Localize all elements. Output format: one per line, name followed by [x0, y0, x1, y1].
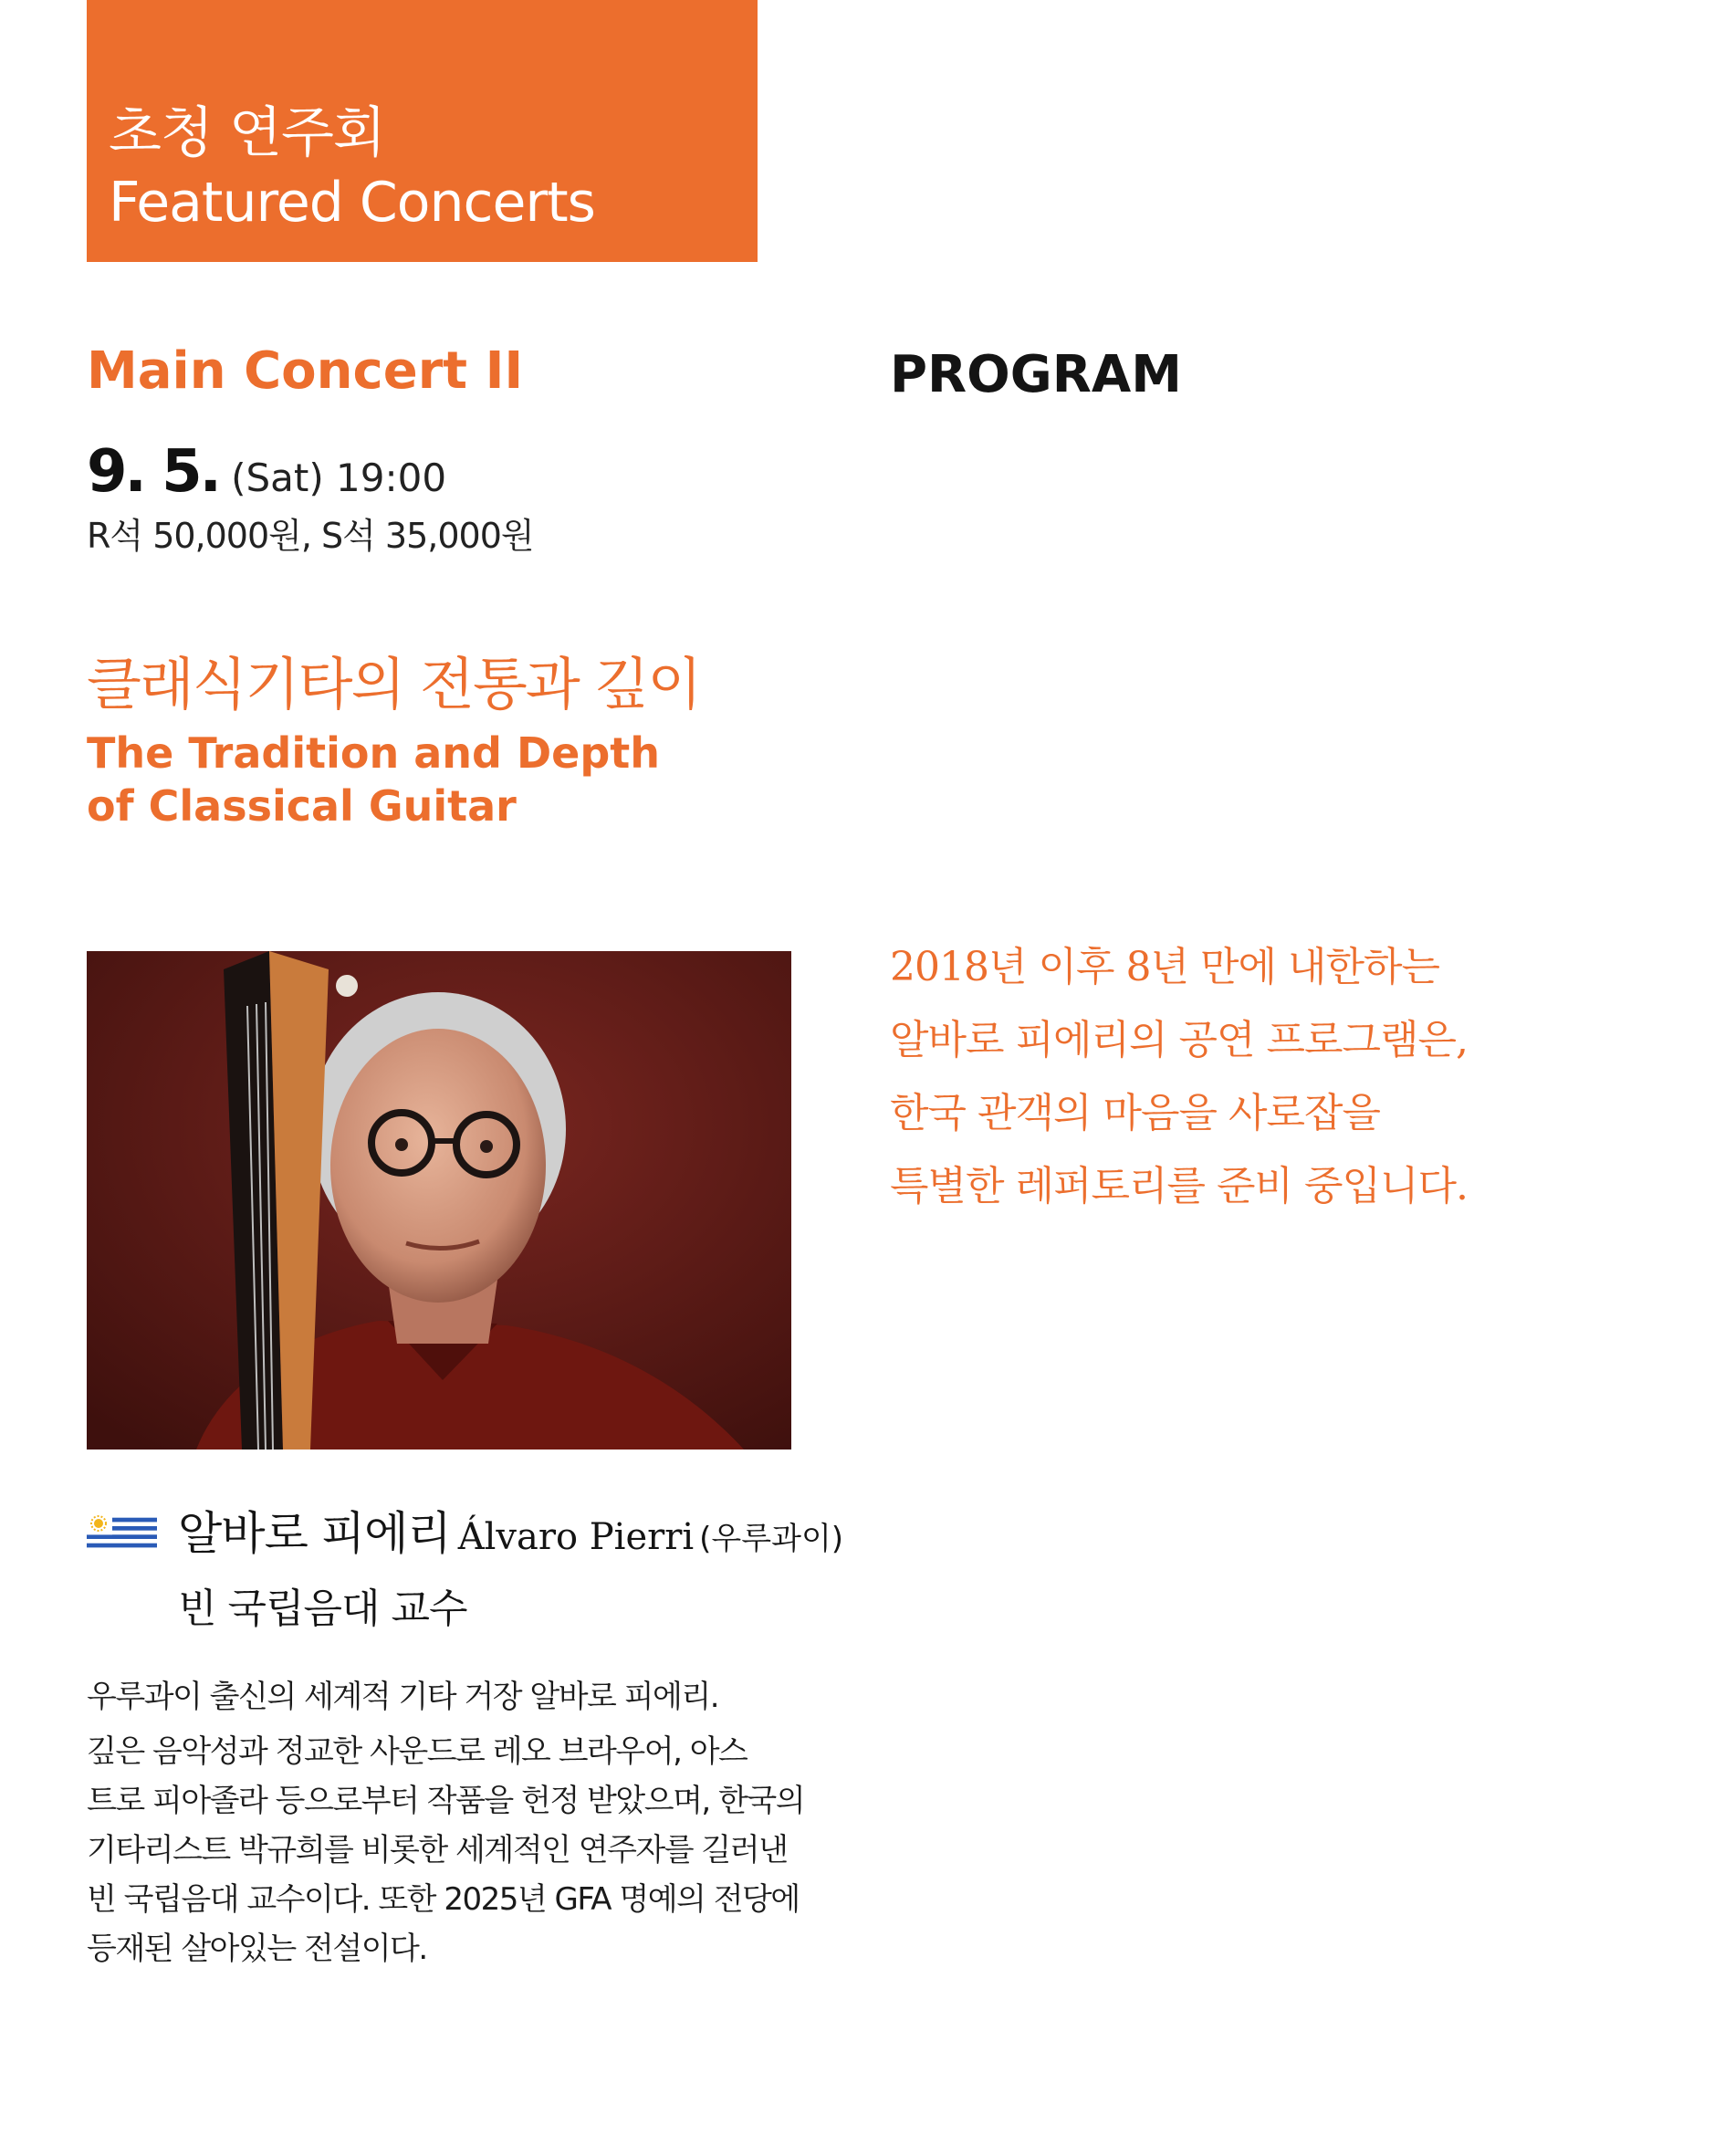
performer-photo — [87, 951, 791, 1450]
bio-line: 깊은 음악성과 정교한 사운드로 레오 브라우어, 아스 — [87, 1733, 748, 1770]
bio-line: 빈 국립음대 교수이다. 또한 2025년 GFA 명예의 전당에 — [87, 1881, 800, 1918]
date-main: 9. 5. — [87, 438, 219, 506]
uruguay-flag-icon — [87, 1513, 157, 1552]
performer-name-en: Álvaro Pierri — [457, 1516, 695, 1558]
bio-line: 트로 피아졸라 등으로부터 작품을 헌정 받았으며, 한국의 — [87, 1783, 805, 1819]
date-detail: (Sat) 19:00 — [231, 455, 447, 500]
concert-title-en-line: of Classical Guitar — [87, 781, 517, 831]
concert-title-ko: 클래식기타의 전통과 깊이 — [87, 651, 701, 717]
concert-title-en-line: The Tradition and Depth — [87, 728, 660, 778]
performer-bio — [87, 1672, 805, 1973]
concert-date — [87, 438, 446, 506]
performer-portrait-image — [87, 951, 791, 1450]
performer-country: (우루과이) — [699, 1521, 844, 1557]
performer-name — [178, 1497, 843, 1563]
performer-name-ko: 알바로 피에리 — [178, 1507, 451, 1560]
intro-line: 특별한 레퍼토리를 준비 중입니다. — [890, 1163, 1468, 1209]
program-heading: PROGRAM — [890, 345, 1182, 404]
intro-line: 알바로 피에리의 공연 프로그램은, — [890, 1017, 1468, 1063]
header-title-ko: 초청 연주회 — [109, 101, 385, 165]
intro-line: 한국 관객의 마음을 사로잡을 — [890, 1090, 1381, 1136]
concert-title-en — [87, 727, 660, 832]
performer-role: 빈 국립음대 교수 — [178, 1586, 467, 1632]
bio-line: 등재된 살아있는 전설이다. — [87, 1931, 427, 1967]
header-title-en: Featured Concerts — [109, 171, 595, 235]
program-intro — [890, 931, 1468, 1223]
intro-line: 2018년 이후 8년 만에 내한하는 — [890, 944, 1439, 990]
bio-lead: 우루과이 출신의 세계적 기타 거장 알바로 피에리. — [87, 1679, 719, 1715]
header-banner — [87, 0, 758, 262]
bio-line: 기타리스트 박규희를 비롯한 세계적인 연주자를 길러낸 — [87, 1832, 788, 1868]
ticket-price: R석 50,000원, S석 35,000원 — [87, 516, 534, 556]
concert-label: Main Concert II — [87, 341, 524, 401]
